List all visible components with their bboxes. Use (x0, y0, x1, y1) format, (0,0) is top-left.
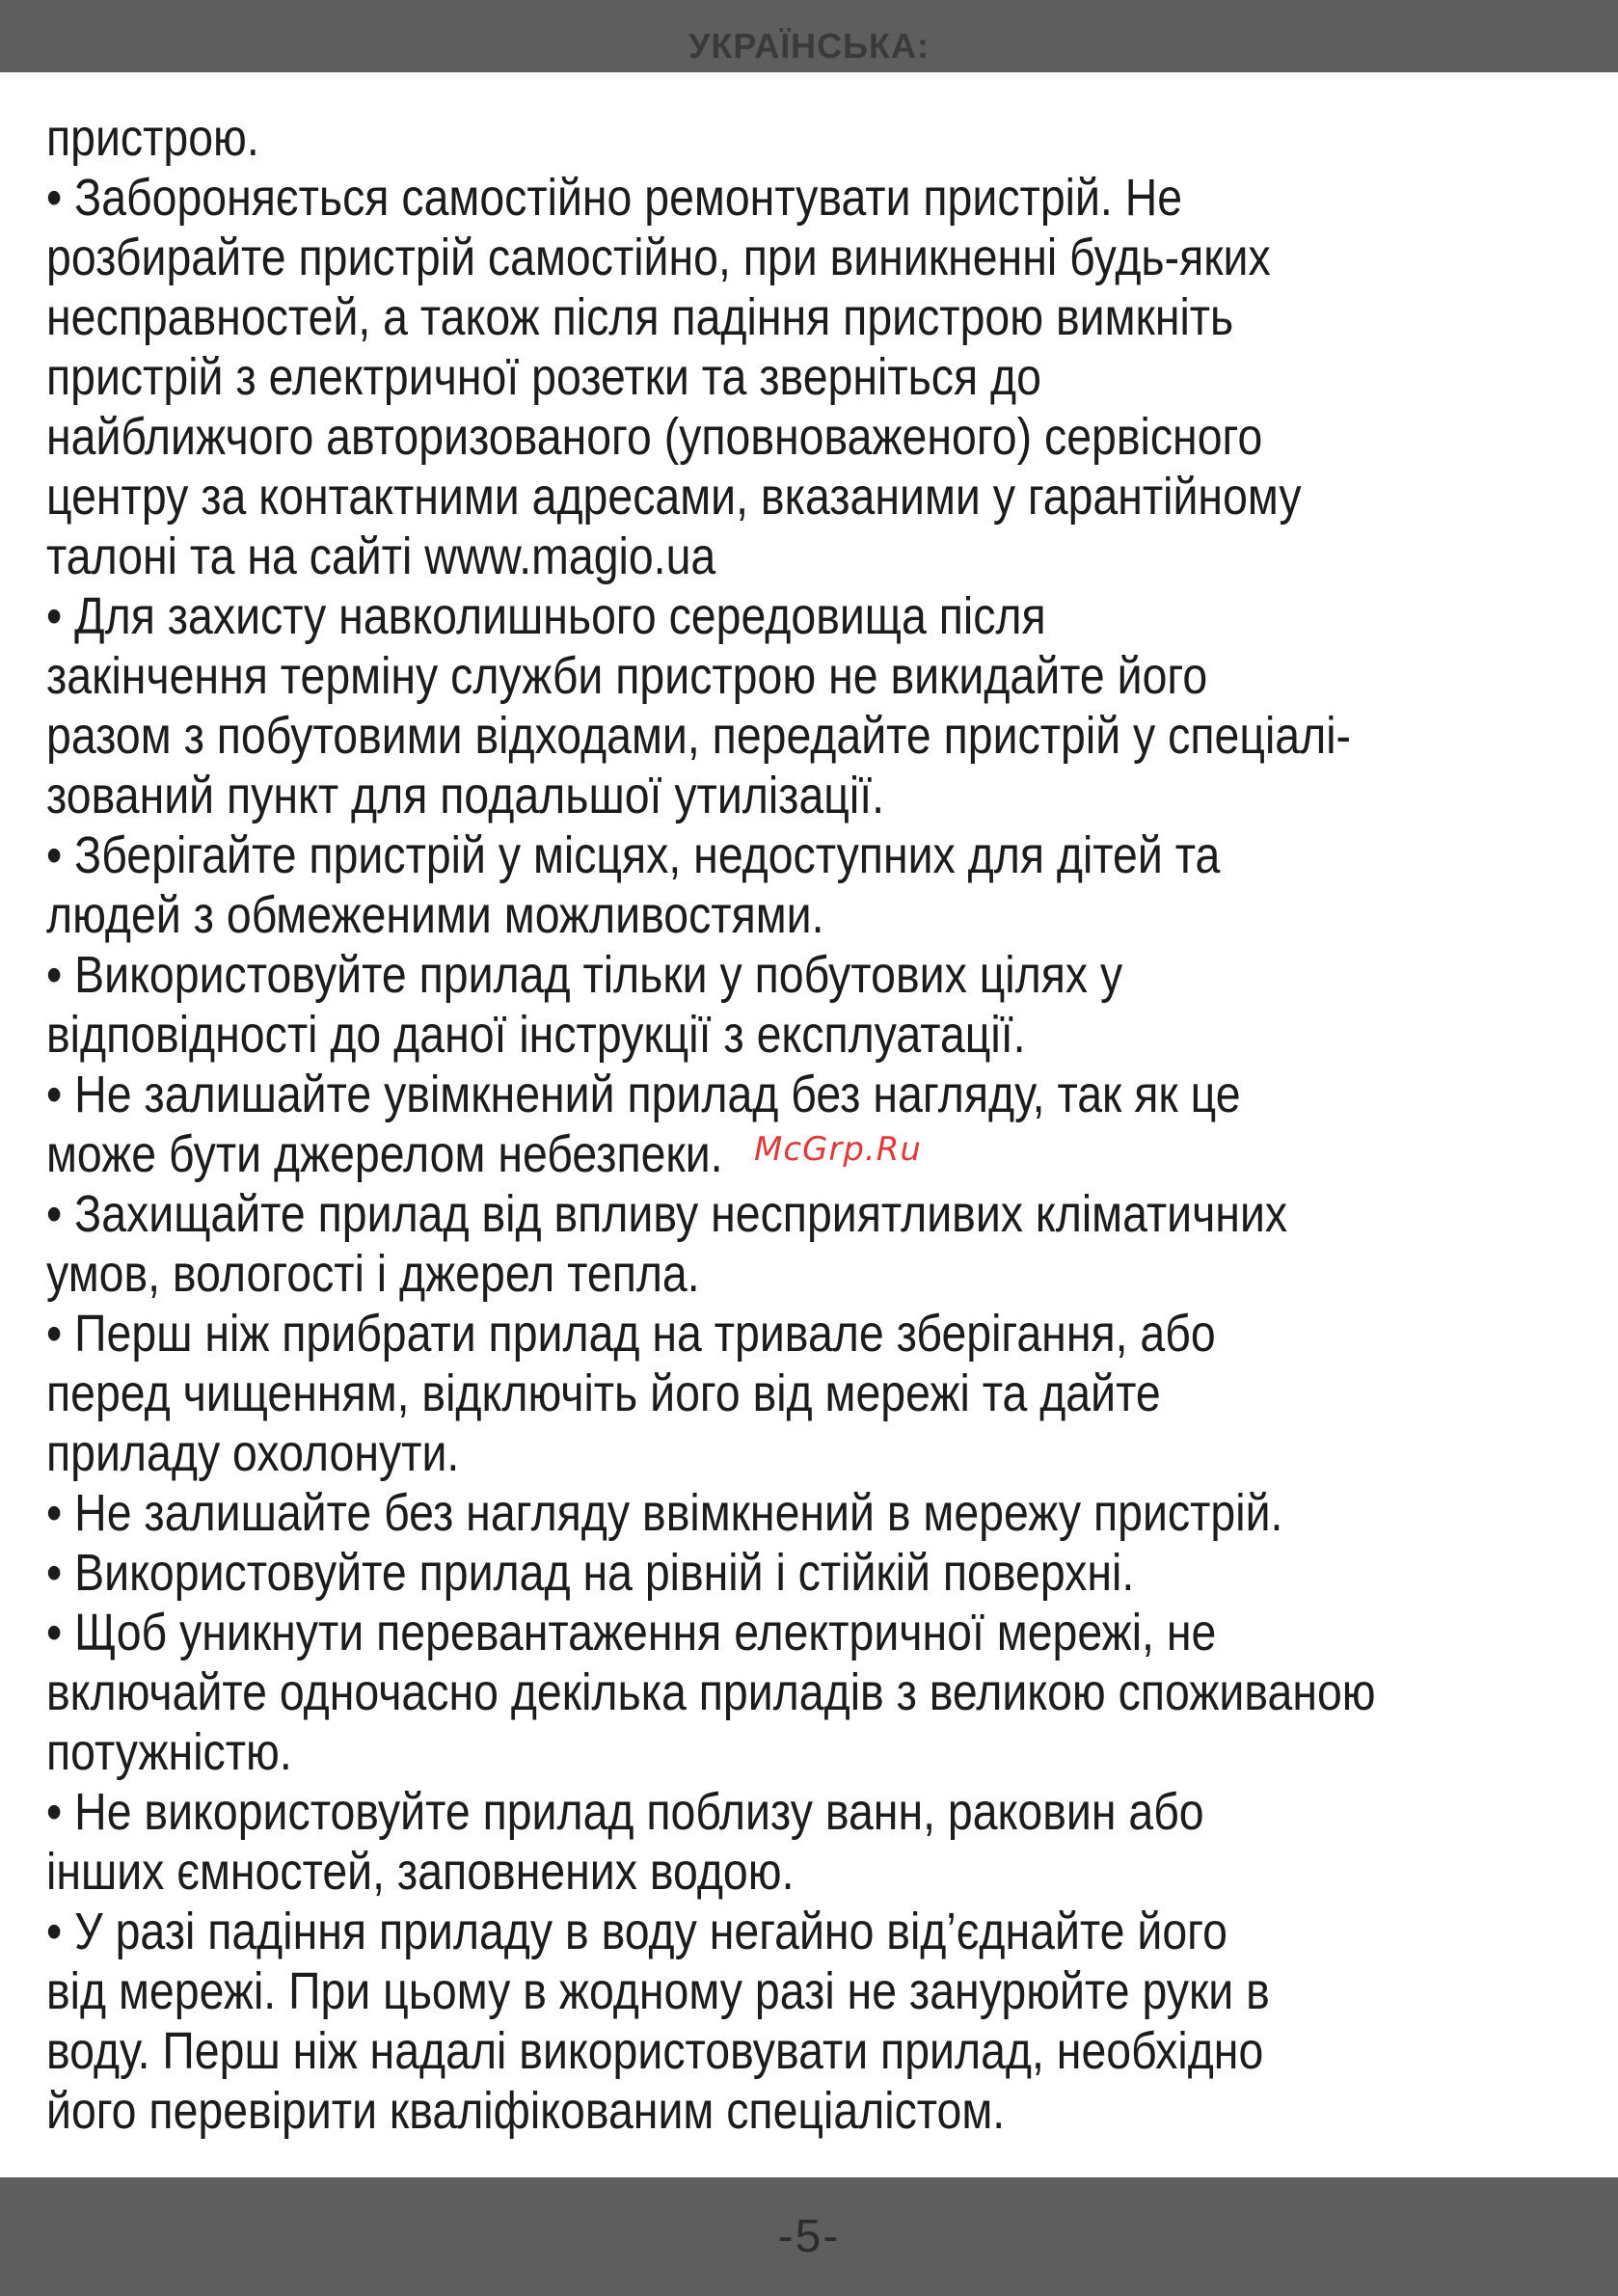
body-line: • Перш ніж прибрати прилад на тривале зберігання, або (46, 1305, 1216, 1363)
body-line: • У разі падіння приладу в воду негайно від’єднайте його (46, 1903, 1227, 1960)
body-line: талоні та на сайті www.magio.ua (46, 527, 716, 585)
body-line: • Забороняється самостійно ремонтувати пристрій. Не (46, 169, 1183, 227)
instructions-body (46, 108, 1589, 2141)
body-line: • Не залишайте увімкнений прилад без нагляду, так як це (46, 1066, 1241, 1123)
body-line: • Використовуйте прилад на рівній і стійкій поверхні. (46, 1544, 1135, 1602)
body-line: може бути джерелом небезпеки. (46, 1125, 723, 1183)
body-line: • Захищайте прилад від впливу несприятливих кліматичних (46, 1185, 1288, 1243)
body-line: розбирайте пристрій самостійно, при виникненні будь-яких (46, 229, 1271, 286)
page-language-heading: УКРАЇНСЬКА: (688, 26, 930, 66)
body-line: • Не використовуйте прилад поблизу ванн, раковин або (46, 1783, 1204, 1841)
body-line: несправностей, а також після падіння пристрою вимкніть (46, 288, 1234, 346)
body-line: перед чищенням, відключіть його від мережі та дайте (46, 1364, 1161, 1422)
body-line: пристрою. (46, 109, 259, 167)
body-line: відповідності до даної інструкції з експлуатації. (46, 1006, 1026, 1064)
body-line: закінчення терміну служби пристрою не викидайте його (46, 647, 1208, 705)
body-line: людей з обмеженими можливостями. (46, 886, 824, 944)
body-line: приладу охолонути. (46, 1424, 460, 1482)
body-line: умов, вологості і джерел тепла. (46, 1245, 700, 1303)
body-line: потужністю. (46, 1723, 292, 1781)
body-line: разом з побутовими відходами, передайте пристрій у спеціалі- (46, 707, 1351, 765)
page-number: -5- (777, 2211, 841, 2262)
watermark: McGrp.Ru (754, 1130, 922, 1169)
body-line: • Не залишайте без нагляду ввімкнений в мережу пристрій. (46, 1484, 1283, 1542)
body-line: • Зберігайте пристрій у місцях, недоступних для дітей та (46, 826, 1221, 884)
body-line: інших ємностей, заповнених водою. (46, 1843, 795, 1901)
body-line: включайте одночасно декілька приладів з великою споживаною (46, 1663, 1376, 1721)
body-line: від мережі. При цьому в жодному разі не занурюйте руки в (46, 1962, 1270, 2020)
body-line: • Щоб уникнути перевантаження електричної мережі, не (46, 1604, 1217, 1661)
body-line: зований пункт для подальшої утилізації. (46, 767, 885, 824)
body-line: пристрій з електричної розетки та зверніться до (46, 348, 1041, 406)
body-line: центру за контактними адресами, вказаними у гарантійному (46, 468, 1302, 526)
body-line: найближчого авторизованого (уповноваженого) сервісного (46, 408, 1263, 466)
body-line: • Використовуйте прилад тільки у побутових цілях у (46, 946, 1123, 1004)
body-line: воду. Перш ніж надалі використовувати прилад, необхідно (46, 2022, 1264, 2080)
body-line: його перевірити кваліфікованим спеціалістом. (46, 2082, 1006, 2140)
body-line: • Для захисту навколишнього середовища після (46, 587, 1046, 645)
